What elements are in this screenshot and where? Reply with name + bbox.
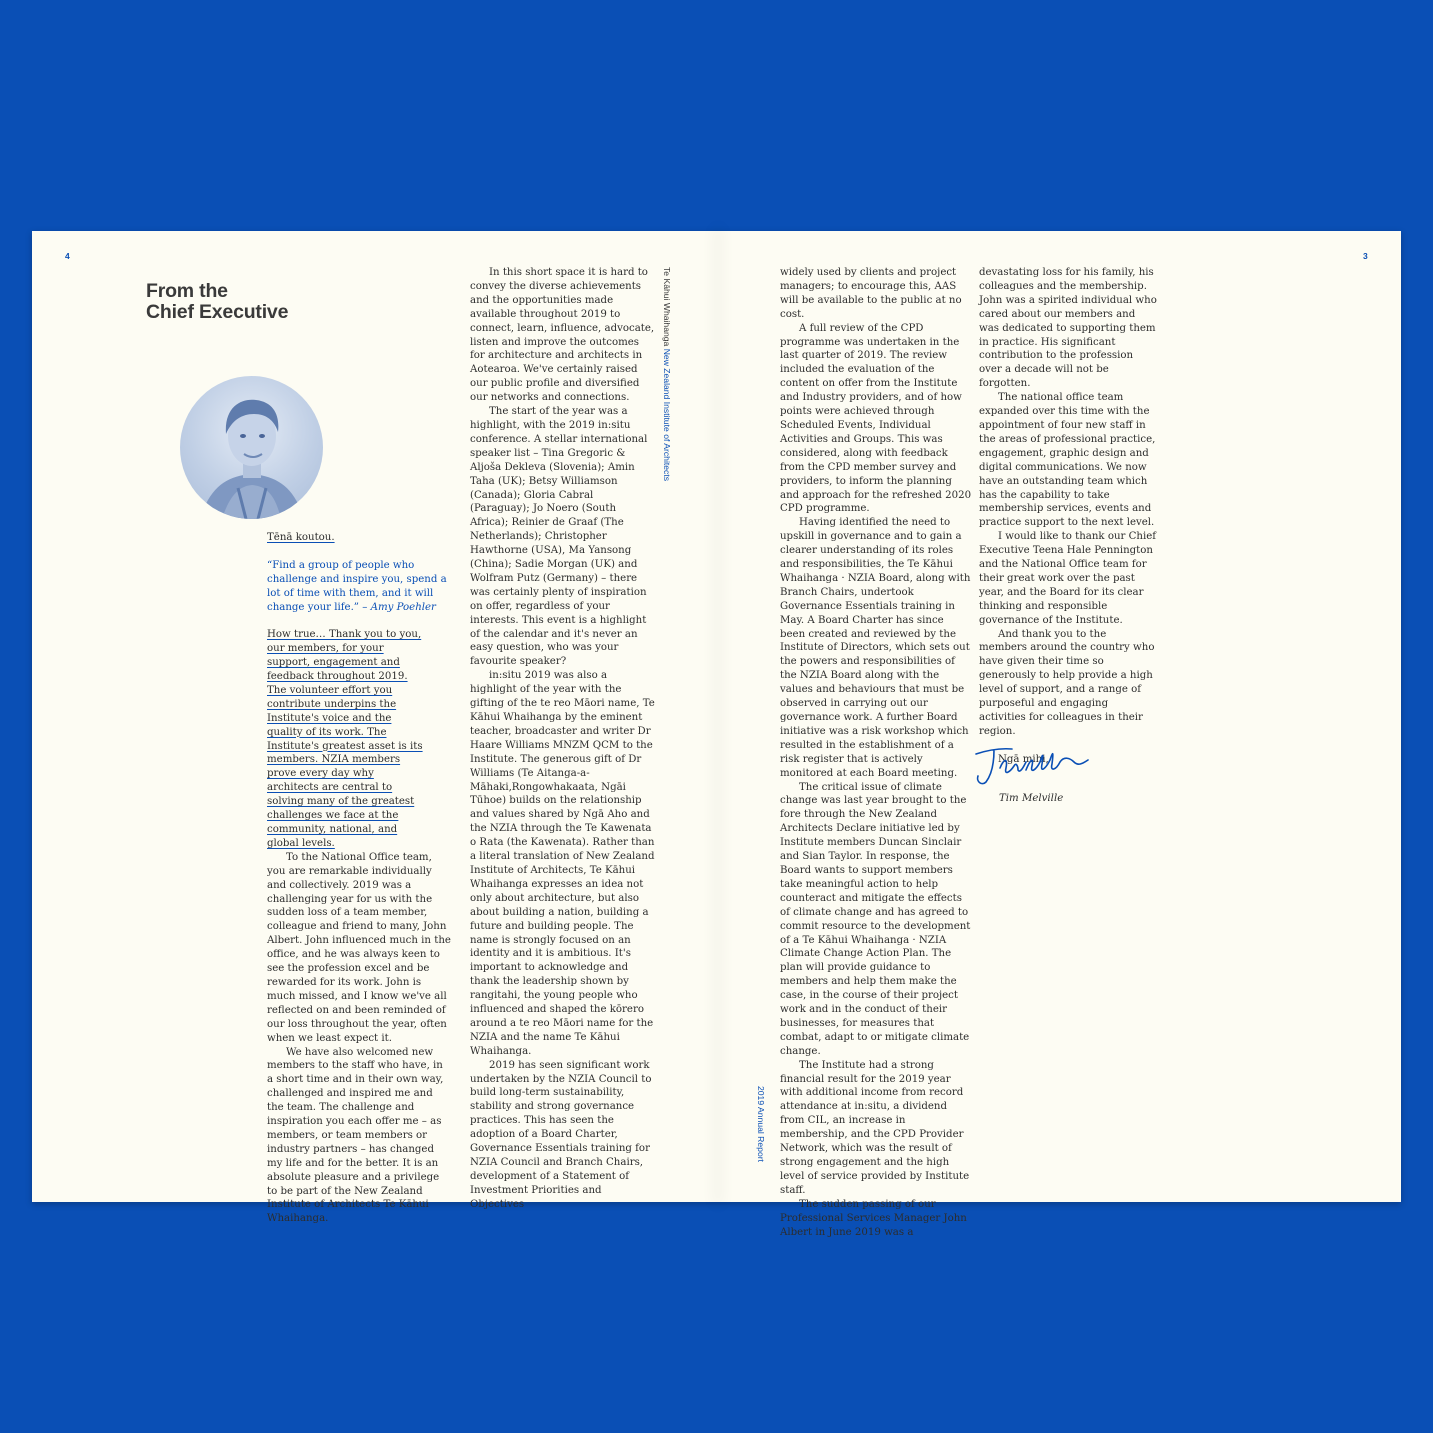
paragraph: The national office team expanded over this time with the appointment of four new staff in the areas of professional practice, engagement, graphic design and digital communications. We now have an outstanding team which has the capability to take membership services, events and practice support to the next level. [979, 392, 1156, 529]
paragraph: Having identified the need to upskill in governance and to gain a clearer understanding of its roles and responsibilities, the Te Kāhui Whaihanga · NZIA Board, along with Branch Chairs, undertook Governance Essentials training in May. A Board Charter has since been created and reviewed by the Institute of Directors, which sets out the powers and responsibilities of the NZIA Board along with the values and behaviours that must be observed in carrying out our governance work. A further Board initiative was a risk workshop which resulted in the establishment of a risk register that is actively monitored at each Board meeting. [780, 517, 971, 779]
paragraph: And thank you to the members around the country who have given their time so generously to help provide a high level of support, and a range of purposeful and engaging activities for colleagues in their region. [979, 628, 1155, 737]
paragraph: A full review of the CPD programme was undertaken in the last quarter of 2019. The review included the evaluation of the content on offer from the Institute and Industry providers, and of how points were achieved through Scheduled Events, Individual Activities and Groups. This was considered, along with feedback from the CPD member survey and providers, to inform the planning and approach for the refreshed 2020 CPD programme. [780, 322, 972, 515]
page-number-left: 4 [65, 251, 70, 261]
opening-quote [267, 559, 452, 615]
column-1 [267, 531, 452, 1226]
paragraph: 2019 has seen significant work undertaken by the NZIA Council to build long-term sustainability, stability and strong governance practices. This has seen the adoption of a Board Charter, Governance Essentials training for NZIA Council and Branch Chairs, development of a Statement of Investment Priorities and Objectives [470, 1059, 652, 1210]
title-line-2: Chief Executive [146, 301, 289, 323]
page-title [146, 281, 288, 323]
author-portrait [180, 376, 323, 519]
running-head-report: 2019 Annual Report [756, 1086, 766, 1162]
quote-author: Amy Poehler [370, 601, 436, 613]
intro-paragraph: How true… Thank you to you, our members, for your support, engagement and feedback throughout 2019. The volunteer effort you contribute underpins the Institute's voice and the quality of its work. The Institute's greatest asset is its members. NZIA members prove every day why architects are central to solving many of the greatest challenges we face at the community, national, and global levels. [267, 629, 423, 849]
paragraph: To the National Office team, you are remarkable individually and collectively. 2019 was a challenging year for us with the sudden loss of a team member, colleague and friend to many, John Albert. John influenced much in the office, and he was always keen to see the profession excel and be rewarded for its work. John is much missed, and I know we've all reflected on and been reminded of our loss throughout the year, often when we least expect it. [267, 851, 451, 1044]
column-3 [780, 266, 972, 1239]
page-number-right: 3 [1363, 251, 1368, 261]
paragraph: widely used by clients and project managers; to encourage this, AAS will be available to the public at no cost. [780, 267, 962, 320]
paragraph: The critical issue of climate change was last year brought to the fore through the New Zealand Architects Declare initiative led by Institute members Duncan Sinclair and Sian Taylor. In response, the Board wants to support members take meaningful action to help counteract and mitigate the effects of climate change and has agreed to commit resource to the development of a Te Kāhui Whaihanga · NZIA Climate Change Action Plan. The plan will provide guidance to members and help them make the case, in the course of their project work and in the conduct of their businesses, for measures that combat, adapt to or mitigate climate change. [780, 781, 971, 1057]
column-4 [979, 266, 1157, 767]
sign-off: Ngā mihi, [998, 753, 1049, 765]
paragraph: in:situ 2019 was also a highlight of the year with the gifting of the te reo Māori name, Te Kāhui Whaihanga by the eminent teacher, broadcaster and writer Dr Haare Williams MNZM QCM to the Institute. The generous gift of Dr Williams (Te Aitanga-a-Māhaki,Rongowhakaata, Ngāi Tūhoe) builds on the relationship and values shared by Ngā Aho and the NZIA through the Te Kawenata o Rata (the Kawenata). Rather than a literal translation of New Zealand Institute of Architects, Te Kāhui Whaihanga expresses an idea not only about architecture, but also about building a nation, building a future and building people. The name is strongly focused on an identity and it is ambitious. It's important to acknowledge and thank the leadership shown by rangitahi, the young people who influenced and shaped the kōrero around a te reo Māori name for the NZIA and the name Te Kāhui Whaihanga. [470, 670, 655, 1057]
greeting: Tēnā koutou. [267, 532, 335, 543]
document-spread [32, 231, 1401, 1238]
portrait-illustration [180, 376, 323, 519]
paragraph: I would like to thank our Chief Executive Teena Hale Pennington and the National Office team for their great work over the past year, and the Board for its clear thinking and responsible governance of the Institute. [979, 531, 1157, 626]
paragraph: devastating loss for his family, his colleagues and the membership. John was a spirited individual who cared about our members and was dedicated to supporting them in practice. His significant contribution to the profession over a decade will not be forgotten. [979, 267, 1157, 390]
paragraph: The Institute had a strong financial result for the 2019 year with additional income from record attendance at in:situ, a dividend from CIL, an increase in membership, and the CPD Provider Network, which was the result of strong engagement and the high level of service provided by Institute staff. [780, 1059, 970, 1196]
signatory-block [999, 792, 1149, 806]
paragraph: In this short space it is hard to convey the diverse achievements and the opportunities made available throughout 2019 to connect, learn, influence, advocate, listen and improve the outcomes for architecture and architects in Aotearoa. We've certainly raised our public profile and diversified our networks and connections. [470, 267, 655, 404]
paragraph: The sudden passing of our Professional Services Manager John Albert in June 2019 was a [780, 1198, 967, 1238]
paragraph: We have also welcomed new members to the staff who have, in a short time and in their own way, challenged and inspired me and the team. The challenge and inspiration you each offer me – as members, or team members or industry partners – has changed my life and for the better. It is an absolute pleasure and a privilege to be part of the New Zealand Institute of Architects Te Kāhui Whaihanga. [267, 1046, 444, 1225]
quote-text: “Find a group of people who challenge and inspire you, spend a lot of time with them, and it will change your life.” – [267, 559, 447, 613]
column-2 [470, 266, 656, 1212]
running-head-org-english: New Zealand Institute of Architects [662, 348, 672, 482]
signatory-name: Tim Melville [999, 793, 1064, 804]
title-line-1: From the [146, 280, 228, 302]
paragraph: The start of the year was a highlight, with the 2019 in:situ conference. A stellar international speaker list – Tina Gregoric & Aljoša Dekleva (Slovenia); Amin Taha (UK); Betsy Williamson (Canada); Gloria Cabral (Paraguay); Jo Noero (South Africa); Reinier de Graaf (The Netherlands); Christopher Hawthorne (USA), Ma Yansong (China); Sadie Morgan (UK) and Wolfram Putz (Germany) – there was certainly plenty of inspiration on offer, regardless of your interests. This event is a highlight of the calendar and it's never an easy question, who was your favourite speaker? [470, 406, 648, 668]
running-head-org-maori: Te Kāhui Whaihanga [662, 267, 672, 347]
running-head-org [662, 267, 672, 487]
signature-image [970, 736, 1095, 788]
